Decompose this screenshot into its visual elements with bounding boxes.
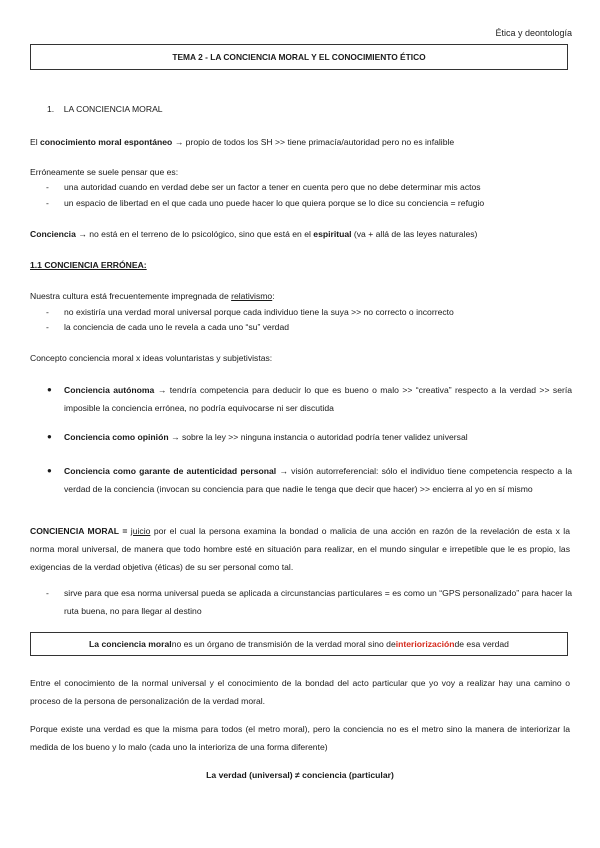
text-run: El	[30, 137, 41, 147]
bold-term: Conciencia	[30, 229, 76, 239]
bullet-item	[64, 462, 572, 498]
bold-term: espiritual	[313, 229, 352, 239]
underlined-term: relativismo	[231, 291, 273, 301]
highlighted-term: interiorización	[395, 639, 455, 649]
section-1-1-heading: 1.1 CONCIENCIA ERRÓNEA:	[30, 260, 147, 270]
bold-term: CONCIENCIA MORAL =	[30, 526, 131, 536]
title-box	[30, 44, 568, 70]
text-run: → no está en el terreno de lo psicológico, sino que está en el	[75, 229, 314, 239]
dash-marker: -	[46, 182, 49, 192]
dash-marker: -	[46, 198, 49, 208]
bold-term: conocimiento moral espontáneo	[40, 137, 173, 147]
bullet-marker: ●	[47, 466, 52, 475]
section-1-heading	[47, 104, 587, 115]
bullet-marker: ●	[47, 432, 52, 441]
text-run: no es un órgano de transmisión de la verdad moral sino de	[171, 639, 396, 649]
text-run: → tendría competencia para deducir lo que es bueno o malo >> “creativa” respecto a la verdad >> sería imposible la conciencia errónea, no podría equivocarse ni ser discutida	[64, 385, 573, 413]
bullet-item	[64, 381, 572, 417]
paragraph-conciencia	[30, 229, 570, 240]
bold-term: La conciencia moral	[89, 639, 172, 649]
paragraph-relativismo	[30, 291, 570, 302]
paragraph-concepto: Concepto conciencia moral x ideas voluntaristas y subjetivistas:	[30, 353, 273, 363]
bold-term: Conciencia como garante de autenticidad personal	[64, 466, 277, 476]
bold-term: Conciencia autónoma	[64, 385, 155, 395]
page-title: TEMA 2 - LA CONCIENCIA MORAL Y EL CONOCIMIENTO ÉTICO	[172, 52, 426, 62]
page-header: Ética y deontología	[495, 28, 572, 38]
list-item: sirve para que esa norma universal pueda se aplicada a circunstancias particulares = es como un “GPS personalizado” para hacer la ruta buena, no para llegar al destino	[64, 588, 572, 616]
underlined-term: juicio	[130, 526, 151, 536]
bullet-item	[64, 432, 572, 443]
highlight-box	[30, 632, 568, 656]
list-item: una autoridad cuando en verdad debe ser un factor a tener en cuenta pero que no debe determinar mis actos	[64, 182, 481, 192]
text-run: (va + allá de las leyes naturales)	[351, 229, 478, 239]
dash-marker: -	[46, 307, 49, 317]
bold-term: Conciencia como opinión	[64, 432, 169, 442]
text-run: de esa verdad	[454, 639, 509, 649]
text-run: → visión autorreferencial: sólo el individuo tiene competencia respecto a la verdad de la conciencia (invocan su conciencia para que nadie le tenga que decir que hacer) >> encierra al yo en sí mismo	[64, 466, 573, 494]
list-item: no existiría una verdad moral universal porque cada individuo tiene la suya >> no correcto o incorrecto	[64, 307, 454, 317]
paragraph-porque: Porque existe una verdad es que la misma para todos (el metro moral), pero la conciencia no es el metro sino la manera de interiorizar la medida de los bueno y lo malo (cada uno la interioriza de una forma diferente)	[30, 724, 570, 752]
text-run: Nuestra cultura está frecuentemente impregnada de	[30, 291, 232, 301]
list-item: la conciencia de cada uno le revela a cada uno “su” verdad	[64, 322, 290, 332]
dash-marker: -	[46, 322, 49, 332]
list-item: un espacio de libertad en el que cada uno puede hacer lo que quiera porque se lo dice su conciencia = refugio	[64, 198, 485, 208]
paragraph-erroneamente: Erróneamente se suele pensar que es:	[30, 167, 179, 177]
paragraph-conciencia-moral	[30, 522, 570, 576]
section-1-number: 1.	[47, 104, 55, 114]
text-run: :	[272, 291, 275, 301]
paragraph-entre: Entre el conocimiento de la normal universal y el conocimiento de la bondad del acto particular que yo voy a realizar hay una camino o proceso de la persona de personalización de la verdad moral.	[30, 678, 570, 706]
text-run: → sobre la ley >> ninguna instancia o autoridad podría tener validez universal	[168, 432, 468, 442]
paragraph-conocimiento	[30, 137, 570, 148]
formula-line: La verdad (universal) ≠ conciencia (particular)	[206, 770, 394, 780]
text-run: → propio de todos los SH >> tiene primacía/autoridad pero no es infalible	[172, 137, 455, 147]
bullet-marker: ●	[47, 385, 52, 394]
dash-marker: -	[46, 588, 49, 598]
text-run: por el cual la persona examina la bondad o malicia de una acción en razón de la revelación de esta x la norma moral universal, de manera que todo hombre esté en situación para realizar, en el mundo singular e irrepetible que le es propio, las exigencias de la verdad objetiva (éticas) de su ser personal como tal.	[30, 526, 570, 572]
section-1-title: LA CONCIENCIA MORAL	[63, 104, 163, 114]
